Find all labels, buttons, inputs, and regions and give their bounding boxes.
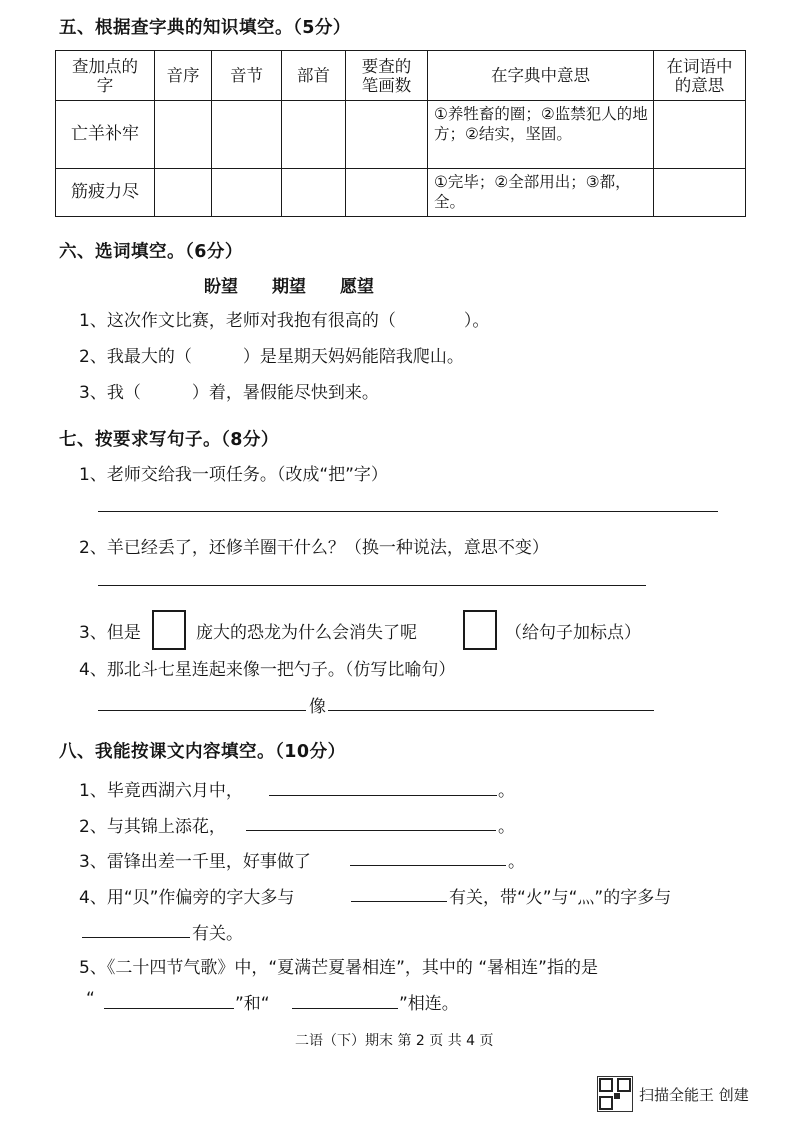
quote-and: ”和“ (235, 994, 270, 1014)
answer-cell[interactable] (282, 169, 346, 217)
answer-line[interactable] (98, 710, 306, 711)
answer-line[interactable] (98, 585, 646, 586)
answer-cell[interactable] (282, 101, 346, 169)
simile-connector: 像 (309, 697, 326, 717)
quote-open: “ (86, 989, 95, 1009)
header-stroke-count: 要查的笔画数 (346, 51, 428, 101)
s7-question-1: 1、老师交给我一项任务。（改成“把”字） (79, 465, 388, 485)
answer-cell[interactable] (155, 169, 212, 217)
row-dict-meaning: ①养牲畜的圈；②监禁犯人的地方；②结实，坚固。 (428, 101, 654, 169)
answer-line[interactable] (350, 865, 506, 866)
s7-question-2: 2、羊已经丢了，还修羊圈干什么？（换一种说法，意思不变） (79, 538, 549, 558)
dictionary-table (55, 50, 746, 217)
answer-line[interactable] (351, 901, 447, 902)
answer-line[interactable] (269, 795, 497, 796)
header-char: 查加点的字 (56, 51, 155, 101)
answer-cell[interactable] (654, 169, 746, 217)
s8-question-1-end: 。 (498, 781, 515, 801)
row-word: 亡羊补牢 (56, 101, 155, 169)
s8-question-5: 5、《二十四节气歌》中，“夏满芒夏暑相连”，其中的 “暑相连”指的是 (79, 958, 598, 978)
answer-cell[interactable] (212, 169, 282, 217)
s8-question-1: 1、毕竟西湖六月中， (79, 781, 243, 801)
s7-question-4: 4、那北斗七星连起来像一把勺子。（仿写比喻句） (79, 660, 456, 680)
s8-question-2: 2、与其锦上添花， (79, 817, 226, 837)
s7-question-3-hint: （给句子加标点） (505, 623, 641, 643)
s7-question-3-start: 3、但是 (79, 623, 141, 643)
answer-cell[interactable] (654, 101, 746, 169)
answer-cell[interactable] (212, 101, 282, 169)
answer-cell[interactable] (155, 101, 212, 169)
s8-question-4-end: 有关。 (192, 924, 243, 944)
answer-line[interactable] (246, 830, 496, 831)
section-7-title: 七、按要求写句子。（8分） (59, 430, 279, 450)
qr-code-icon (597, 1076, 633, 1112)
answer-line[interactable] (328, 710, 654, 711)
answer-line[interactable] (98, 511, 718, 512)
answer-cell[interactable] (346, 169, 428, 217)
word-choices: 盼望 期望 愿望 (204, 277, 374, 297)
s8-question-4-start: 4、用“贝”作偏旁的字大多与 (79, 888, 295, 908)
row-word: 筋疲力尽 (56, 169, 155, 217)
answer-line[interactable] (82, 937, 190, 938)
table-header-row (56, 51, 746, 101)
table-row (56, 169, 746, 217)
header-bushou: 部首 (282, 51, 346, 101)
s8-question-4-mid: 有关，带“火”与“灬”的字多与 (449, 888, 672, 908)
s6-question-2: 2、我最大的（ ）是星期天妈妈能陪我爬山。 (79, 347, 464, 367)
quote-close: ”相连。 (399, 994, 459, 1014)
section-5-title: 五、根据查字典的知识填空。（5分） (59, 18, 351, 38)
answer-line[interactable] (104, 1008, 234, 1009)
section-6-title: 六、选词填空。（6分） (59, 242, 243, 262)
scanner-watermark: 扫描全能王 创建 (639, 1086, 749, 1104)
header-word-meaning: 在词语中的意思 (654, 51, 746, 101)
header-yinjie: 音节 (212, 51, 282, 101)
page-footer: 二语（下）期末 第 2 页 共 4 页 (295, 1033, 494, 1049)
s8-question-2-end: 。 (498, 817, 515, 837)
table-row (56, 101, 746, 169)
header-dict-meaning: 在字典中意思 (428, 51, 654, 101)
s8-question-3: 3、雷锋出差一千里，好事做了 (79, 852, 311, 872)
section-8-title: 八、我能按课文内容填空。（10分） (59, 742, 346, 762)
answer-cell[interactable] (346, 101, 428, 169)
answer-line[interactable] (292, 1008, 398, 1009)
s8-question-3-end: 。 (508, 852, 525, 872)
header-yinxu: 音序 (155, 51, 212, 101)
punctuation-box[interactable] (152, 610, 186, 650)
row-dict-meaning: ①完毕；②全部用出；③都，全。 (428, 169, 654, 217)
punctuation-box[interactable] (463, 610, 497, 650)
s7-question-3-text: 庞大的恐龙为什么会消失了呢 (196, 623, 417, 643)
s6-question-1: 1、这次作文比赛，老师对我抱有很高的（ ）。 (79, 311, 490, 331)
s6-question-3: 3、我（ ）着，暑假能尽快到来。 (79, 383, 379, 403)
